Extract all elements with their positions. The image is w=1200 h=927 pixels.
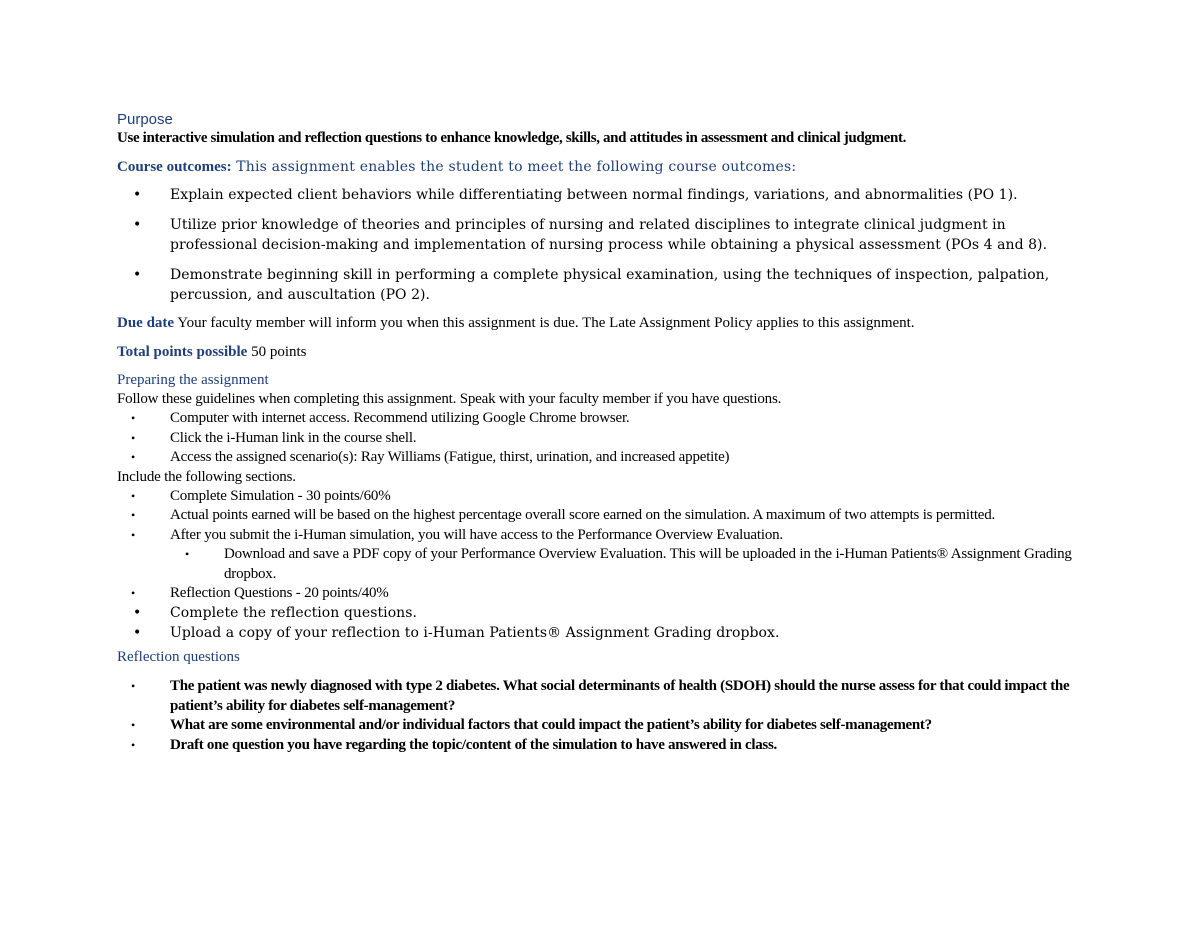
list-item	[117, 409, 1087, 428]
reflection-heading: Reflection questions	[117, 649, 240, 666]
total-points-value: 50 points	[247, 344, 307, 360]
list-item	[117, 215, 1087, 255]
list-item	[117, 603, 1087, 623]
bullet-icon: •	[131, 737, 135, 752]
list-item	[117, 448, 1087, 467]
bullet-icon: •	[133, 267, 142, 283]
outcome-text: Utilize prior knowledge of theories and principles of nursing and related disciplines to integrate clinical judgment in professional decision-making and implementation of nursing process while obtaining a physical assessment (POs 4 and 8).	[170, 217, 1048, 253]
preparing-heading: Preparing the assignment	[117, 372, 269, 388]
list-item-text: Upload a copy of your reflection to i-Human Patients® Assignment Grading dropbox.	[170, 625, 780, 642]
question-text: The patient was newly diagnosed with type 2 diabetes. What social determinants of health (SDOH) should the nurse assess for that could impact the patient’s ability for diabetes self-management?	[170, 678, 1070, 714]
due-date-line	[117, 314, 1087, 333]
reflection-questions-list	[117, 677, 1087, 755]
bullet-icon: •	[131, 450, 136, 465]
due-date-label: Due date	[117, 315, 175, 331]
list-item-text: Complete Simulation - 30 points/60%	[170, 488, 391, 505]
list-item-text: After you submit the i-Human simulation, you will have access to the Performance Overview Evaluation.	[170, 526, 783, 543]
list-item	[117, 736, 1087, 755]
list-item	[117, 487, 1087, 506]
purpose-text: Use interactive simulation and reflection questions to enhance knowledge, skills, and attitudes in assessment and clinical judgment.	[117, 130, 906, 146]
list-item-text: Complete the reflection questions.	[170, 605, 417, 622]
outcome-text: Explain expected client behaviors while differentiating between normal findings, variations, and abnormalities (PO 1).	[170, 187, 1018, 203]
bullet-icon: •	[131, 679, 135, 694]
outcome-text: Demonstrate beginning skill in performing a complete physical examination, using the techniques of inspection, palpation, percussion, and auscultation (PO 2).	[170, 267, 1050, 303]
assignment-content	[117, 110, 1087, 755]
bullet-icon: •	[131, 527, 136, 542]
list-item	[117, 623, 1087, 643]
sections-list	[117, 487, 1087, 643]
sections-intro: Include the following sections.	[117, 468, 296, 485]
sub-list-item	[117, 545, 1087, 584]
bullet-icon: •	[131, 586, 136, 601]
course-outcomes-line	[117, 158, 1087, 177]
list-item-text: Download and save a PDF copy of your Performance Overview Evaluation. This will be uploaded in the i-Human Patients® Assignment Grading dropbox.	[224, 546, 1072, 582]
list-item	[117, 584, 1087, 603]
bullet-icon: •	[131, 430, 136, 445]
question-text: What are some environmental and/or individual factors that could impact the patient’s ability for diabetes self-management?	[170, 717, 932, 734]
list-item-text: Computer with internet access. Recommend utilizing Google Chrome browser.	[170, 410, 630, 427]
list-item	[117, 265, 1087, 305]
list-item-text: Actual points earned will be based on the highest percentage overall score earned on the simulation. A maximum of two attempts is permitted.	[170, 507, 996, 524]
list-item-text: Reflection Questions - 20 points/40%	[170, 585, 389, 602]
list-item	[117, 506, 1087, 525]
bullet-icon: •	[133, 605, 142, 622]
bullet-icon: •	[133, 187, 142, 203]
course-outcomes-list	[117, 185, 1087, 305]
list-item-text: Click the i-Human link in the course shell.	[170, 429, 417, 446]
bullet-icon: •	[131, 489, 136, 504]
question-text: Draft one question you have regarding the topic/content of the simulation to have answered in class.	[170, 736, 777, 753]
list-item	[117, 185, 1087, 205]
preparing-intro: Follow these guidelines when completing this assignment. Speak with your faculty member if you have questions.	[117, 391, 782, 407]
course-outcomes-intro: This assignment enables the student to meet the following course outcomes:	[231, 159, 797, 175]
total-points-line	[117, 343, 1087, 362]
list-item	[117, 677, 1087, 716]
bullet-icon: •	[133, 625, 142, 642]
bullet-icon: •	[185, 547, 190, 562]
list-item	[117, 526, 1087, 545]
course-outcomes-label: Course outcomes:	[117, 159, 232, 175]
bullet-icon: •	[131, 508, 136, 523]
bullet-icon: •	[131, 718, 135, 733]
purpose-heading: Purpose	[117, 111, 173, 128]
list-item-text: Access the assigned scenario(s): Ray Williams (Fatigue, thirst, urination, and increased appetite)	[170, 449, 730, 466]
list-item	[117, 716, 1087, 735]
bullet-icon: •	[133, 217, 142, 233]
bullet-icon: •	[131, 411, 136, 426]
due-date-text: Your faculty member will inform you when this assignment is due. The Late Assignment Policy applies to this assignment.	[174, 315, 915, 331]
list-item	[117, 429, 1087, 448]
total-points-label: Total points possible	[117, 344, 248, 360]
preparing-list	[117, 409, 1087, 467]
